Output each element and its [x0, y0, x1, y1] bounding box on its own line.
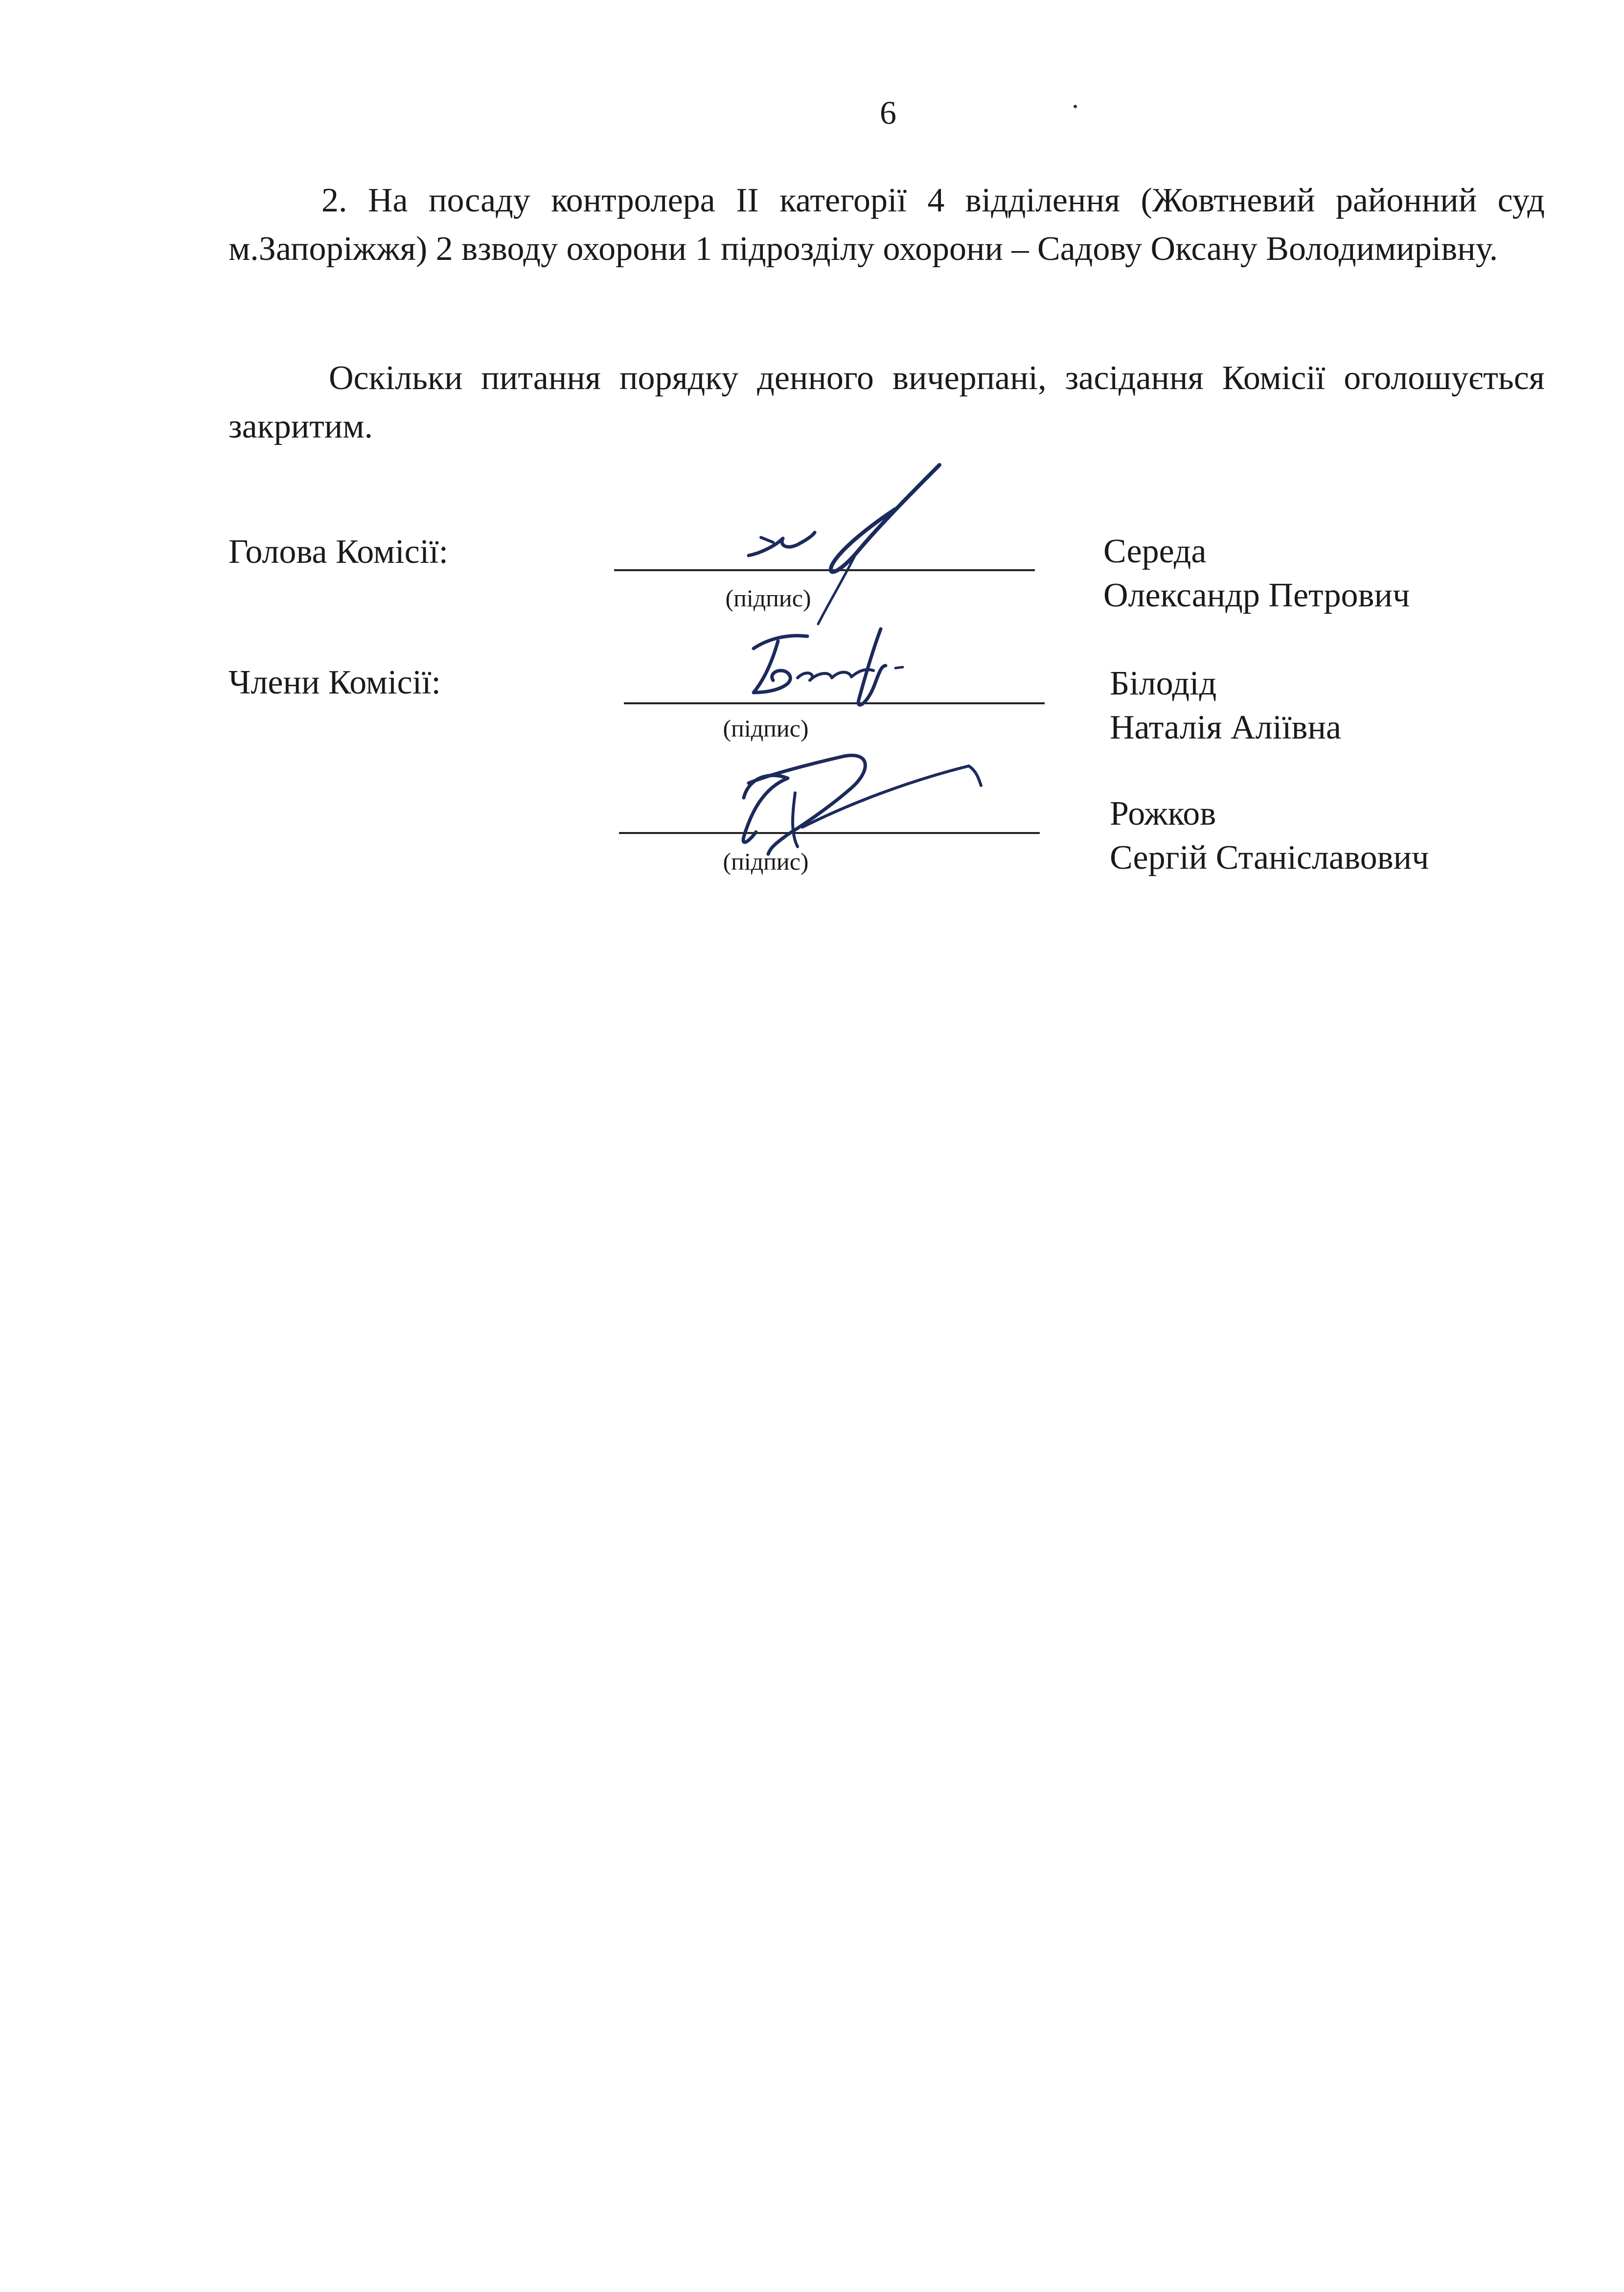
chair-label: Голова Комісії:: [229, 533, 449, 571]
member-1-signature: [734, 619, 930, 717]
chair-signature-caption: (підпис): [725, 584, 811, 612]
member-2-name: [1110, 792, 1429, 880]
member-2-signature: [714, 744, 988, 871]
chair-given-name: Олександр Петрович: [1103, 577, 1410, 614]
scan-speck: [1074, 105, 1077, 108]
chair-name: [1103, 530, 1410, 618]
member-2-surname: Рожков: [1110, 795, 1216, 833]
members-label: Члени Комісії:: [229, 664, 441, 701]
paragraph-item-2: [229, 176, 1545, 273]
page-number: 6: [880, 94, 896, 131]
paragraph-closing: [229, 354, 1545, 451]
paragraph-item-2-text: 2. На посаду контролера ІІ категорії 4 відділення (Жовтневий районний суд м.Запоріжжя) 2 взводу охорони 1 підрозділу охорони – Садову Оксану Володимирівну.: [229, 182, 1545, 268]
chair-surname: Середа: [1103, 532, 1207, 570]
member-1-given-name: Наталія Аліївна: [1110, 709, 1341, 746]
chair-signature: [734, 455, 959, 641]
member-2-given-name: Сергій Станіславович: [1110, 839, 1429, 877]
paragraph-closing-text: Оскільки питання порядку денного вичерпані, засідання Комісії оголошується закритим.: [229, 359, 1545, 445]
member-1-name: [1110, 662, 1341, 750]
member-2-signature-caption: (підпис): [723, 848, 809, 875]
member-1-surname: Білодід: [1110, 665, 1217, 702]
member-1-signature-caption: (підпис): [723, 715, 809, 742]
